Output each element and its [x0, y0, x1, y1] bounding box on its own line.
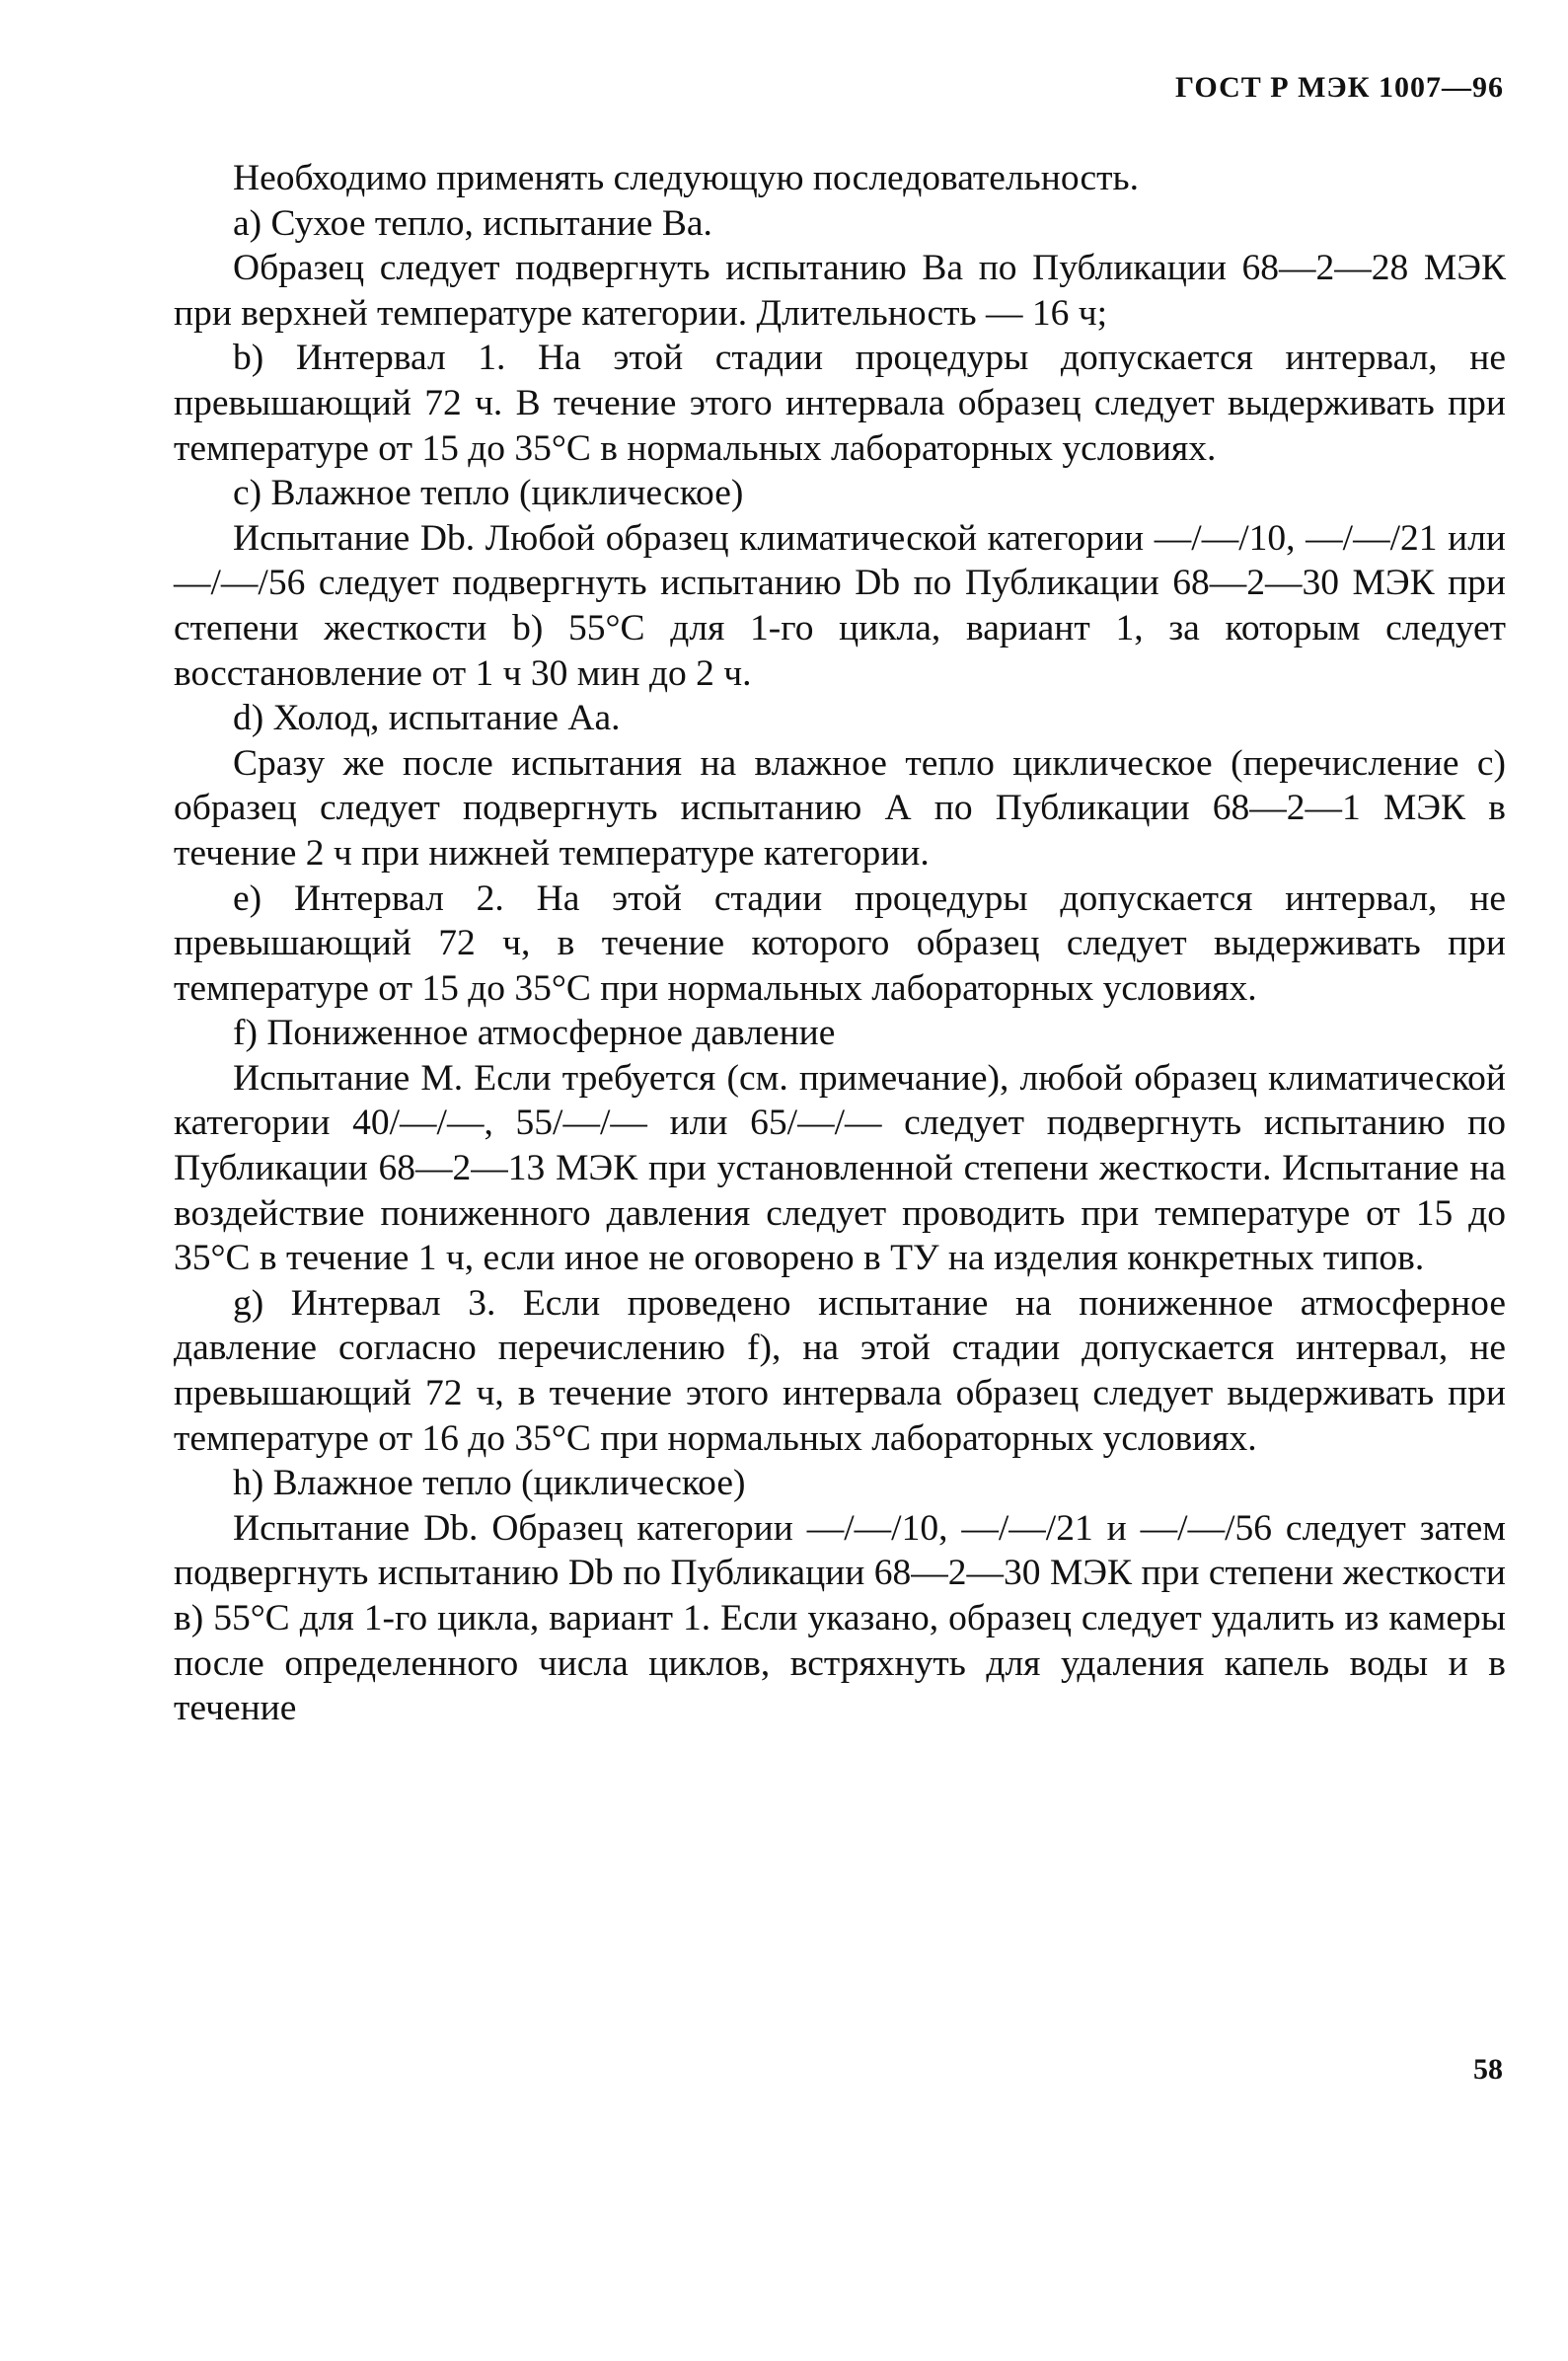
- paragraph-item-d-heading: d) Холод, испытание Aa.: [233, 698, 621, 739]
- paragraph-item-e: е) Интервал 2. На этой стадии процедуры допускается интервал, не превышающий 72 ч, в течение которого образец следует выдерживать при температуре от 15 до 35°С при нормальных лабораторных условиях.: [174, 877, 1506, 1009]
- paragraph-item-f-heading: f) Пониженное атмосферное давление: [233, 1013, 836, 1054]
- document-body: [174, 156, 1506, 1731]
- paragraph-item-c-body: Испытание Db. Любой образец климатической категории —/—/10, —/—/21 или —/—/56 следует подвергнуть испытанию Db по Публикации 68—2—30 МЭК при степени жесткости b) 55°С для 1-го цикла, вариант 1, за которым следует восстановление от 1 ч 30 мин до 2 ч.: [174, 517, 1506, 694]
- page-number: 58: [1473, 2053, 1503, 2086]
- paragraph-item-f-body: Испытание М. Если требуется (см. примечание), любой образец климатической категории 40/—/—, 55/—/— или 65/—/— следует подвергнуть испытанию по Публикации 68—2—13 МЭК при установленной степени жесткости. Испытание на воздействие пониженного давления следует проводить при температуре от 15 до 35°С в течение 1 ч, если иное не оговорено в ТУ на изделия конкретных типов.: [174, 1057, 1506, 1279]
- paragraph-item-d-body: Сразу же после испытания на влажное тепло циклическое (перечисление с) образец следует подвергнуть испытанию А по Публикации 68—2—1 МЭК в течение 2 ч при нижней температуре категории.: [174, 742, 1506, 874]
- paragraph-sequence-intro: Необходимо применять следующую последовательность.: [233, 158, 1140, 198]
- paragraph-item-a-heading: а) Сухое тепло, испытание Ba.: [233, 202, 712, 244]
- paragraph-item-h-heading: h) Влажное тепло (циклическое): [233, 1463, 746, 1504]
- paragraph-item-h-body: Испытание Db. Образец категории —/—/10, —/—/21 и —/—/56 следует затем подвергнуть испытанию Db по Публикации 68—2—30 МЭК при степени жесткости в) 55°С для 1-го цикла, вариант 1. Если указано, образец следует удалить из камеры после определенного числа циклов, встряхнуть для удаления капель воды и в течение: [174, 1507, 1506, 1729]
- paragraph-item-a-body: Образец следует подвергнуть испытанию Ba по Публикации 68—2—28 МЭК при верхней температуре категории. Длительность — 16 ч;: [174, 248, 1506, 334]
- paragraph-item-c-heading: c) Влажное тепло (циклическое): [233, 473, 744, 514]
- paragraph-item-g: g) Интервал 3. Если проведено испытание на пониженное атмосферное давление согласно перечислению f), на этой стадии допускается интервал, не превышающий 72 ч, в течение этого интервала образец следует выдерживать при температуре от 16 до 35°С при нормальных лабораторных условиях.: [174, 1282, 1506, 1459]
- page-header-standard-title: ГОСТ Р МЭК 1007—96: [1175, 71, 1504, 104]
- paragraph-item-b: b) Интервал 1. На этой стадии процедуры допускается интервал, не превышающий 72 ч. В течение этого интервала образец следует выдерживать при температуре от 15 до 35°С в нормальных лабораторных условиях.: [174, 338, 1506, 469]
